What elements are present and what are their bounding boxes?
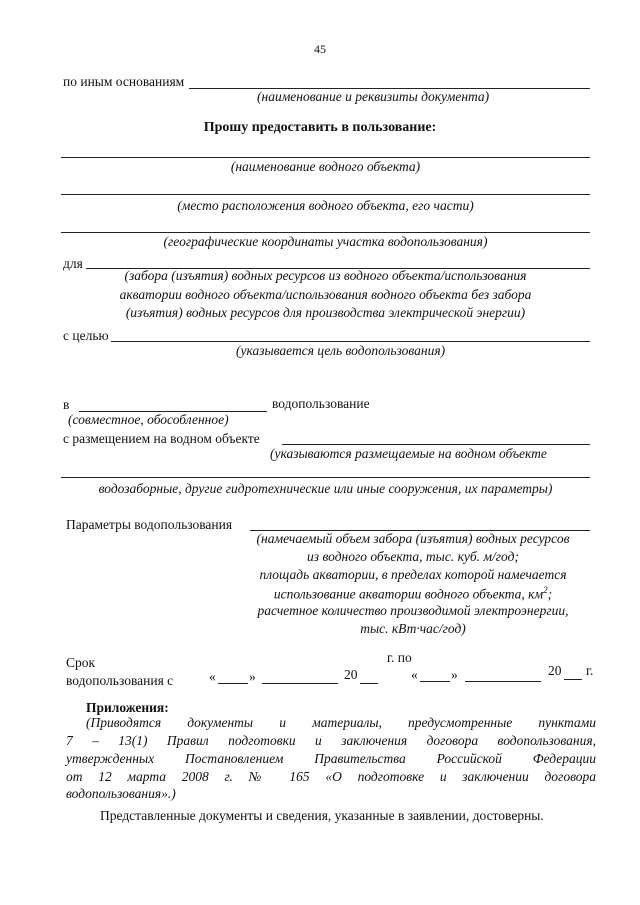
term-to-label: г. по	[387, 650, 412, 665]
end-year-suffix: г.	[586, 663, 594, 678]
water-object-hint: (наименование водного объекта)	[230, 159, 421, 174]
params-hint-line-6: тыс. кВт·час/год)	[360, 621, 466, 636]
km2-superscript: 2	[543, 585, 548, 595]
attachments-line-3: утвержденных Постановлением Правительства Российской Федерации	[66, 751, 596, 766]
for-hint-line-1: (забора (изъятия) водных ресурсов из водного объекта/использования	[124, 268, 527, 283]
location-hint: (место расположения водного объекта, его части)	[177, 198, 474, 213]
attachments-line-4: от 12 марта 2008 г. № 165 «О подготовке и заключении договора	[66, 769, 596, 784]
attachments-heading: Приложения:	[86, 700, 169, 715]
end-year-prefix: 20	[548, 663, 562, 678]
attachments-line-2: 7 – 13(1) Правил подготовки и заключения договора водопользования,	[66, 733, 596, 748]
statement-text: Представленные документы и сведения, указанные в заявлении, достоверны.	[100, 808, 544, 823]
purpose-hint: (указывается цель водопользования)	[236, 343, 446, 358]
attachments-line-1: (Приводятся документы и материалы, предусмотренные пунктами	[86, 715, 596, 730]
placement-label: с размещением на водном объекте	[63, 431, 260, 446]
other-grounds-label: по иным основаниям	[63, 74, 185, 89]
params-hint-line-4-text: использование акватории водного объекта, км	[273, 586, 544, 602]
request-heading-text: Прошу предоставить в пользование:	[203, 120, 437, 135]
params-hint-line-2: из водного объекта, тыс. куб. м/год;	[307, 549, 519, 564]
placement-field[interactable]	[282, 444, 590, 445]
placement-field-2[interactable]	[61, 477, 590, 478]
for-hint-line-2: акватории водного объекта/использования водного объекта без забора	[119, 287, 532, 302]
for-label: для	[63, 256, 83, 271]
end-month-field[interactable]	[465, 681, 541, 682]
start-quote-open: «	[209, 669, 216, 684]
km2-tail: ;	[547, 586, 553, 602]
start-month-field[interactable]	[262, 683, 338, 684]
params-label: Параметры водопользования	[66, 517, 233, 532]
attachments-line-5: водопользования».)	[66, 786, 176, 801]
start-quote-close: »	[249, 669, 256, 684]
water-object-field[interactable]	[61, 157, 590, 158]
placement-hint-2: водозаборные, другие гидротехнические или иные сооружения, их параметры)	[98, 481, 553, 496]
start-day-field[interactable]	[218, 683, 248, 684]
purpose-field[interactable]	[111, 341, 590, 342]
coordinates-field[interactable]	[61, 232, 590, 233]
in-label: в	[63, 397, 70, 412]
end-quote-close: »	[451, 667, 458, 682]
start-year-field[interactable]	[360, 683, 378, 684]
request-heading	[0, 120, 640, 136]
params-hint-line-5: расчетное количество производимой электроэнергии,	[257, 603, 569, 618]
placement-hint-1: (указываются размещаемые на водном объекте	[270, 446, 547, 461]
location-field[interactable]	[61, 194, 590, 195]
page-number: 45	[314, 42, 326, 56]
for-hint-line-3: (изъятия) водных ресурсов для производства электрической энергии)	[125, 305, 526, 320]
params-hint-line-1: (намечаемый объем забора (изъятия) водных ресурсов	[256, 531, 570, 546]
joint-hint: (совместное, обособленное)	[68, 412, 229, 427]
end-year-field[interactable]	[564, 679, 582, 680]
params-hint-line-4	[236, 585, 590, 603]
coordinates-hint: (географические координаты участка водопользования)	[163, 234, 488, 249]
water-use-label: водопользование	[272, 396, 370, 411]
start-year-prefix: 20	[344, 667, 358, 682]
params-hint-line-3: площадь акватории, в пределах которой намечается	[259, 567, 567, 582]
end-quote-open: «	[411, 667, 418, 682]
end-day-field[interactable]	[420, 681, 450, 682]
other-grounds-hint: (наименование и реквизиты документа)	[257, 89, 490, 104]
purpose-label: с целью	[63, 328, 109, 343]
term-label-2: водопользования с	[66, 673, 174, 688]
term-label-1: Срок	[66, 655, 96, 670]
